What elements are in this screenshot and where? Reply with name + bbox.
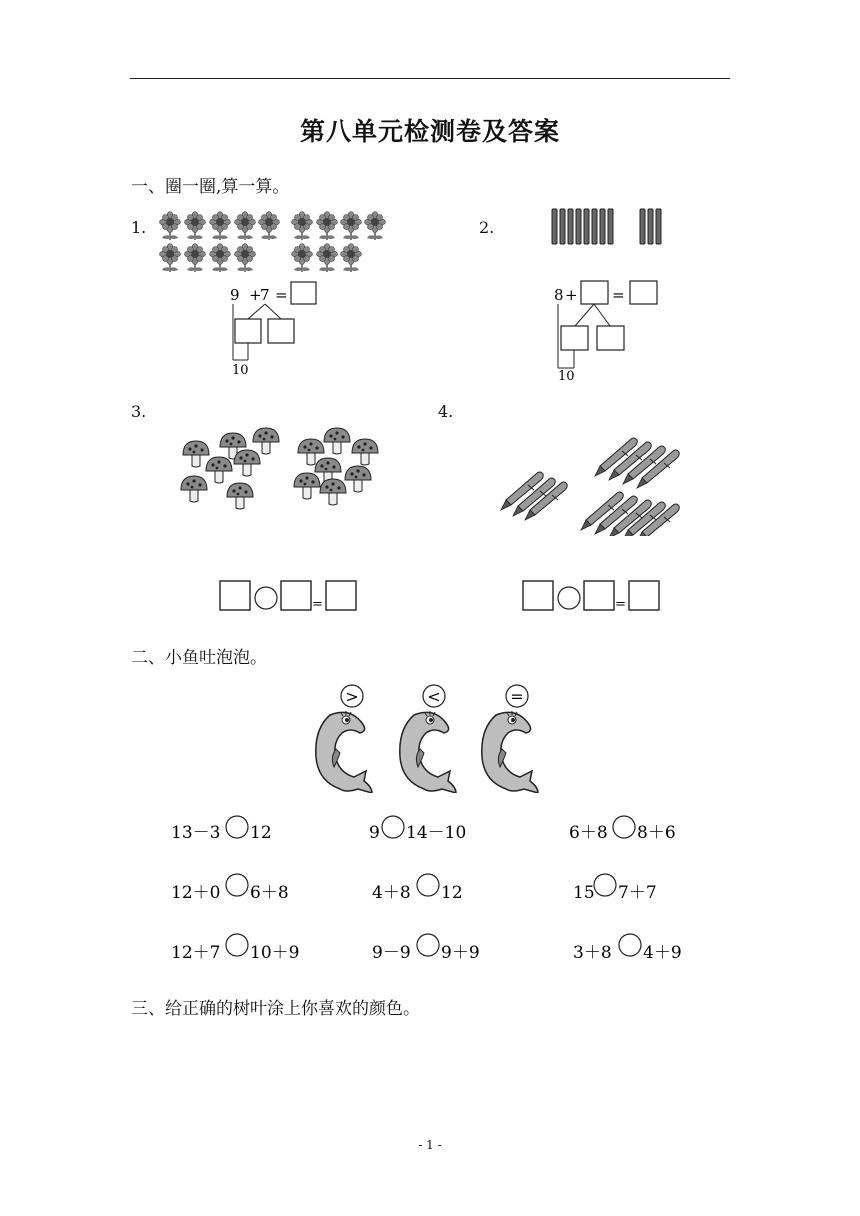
top-rule [130, 78, 730, 79]
q2-ten-label: 10 [558, 369, 575, 384]
r1c2-right: 14－10 [406, 823, 467, 843]
r2c3-right: 7＋7 [618, 883, 657, 903]
r2c3-circle[interactable] [594, 874, 616, 896]
q4-box-2[interactable] [584, 581, 614, 610]
q1-split-box-1[interactable] [235, 319, 261, 343]
mushroom-group-icon [175, 418, 390, 518]
r1c2-left: 9 [369, 823, 380, 843]
r1c3-right: 8＋6 [637, 823, 676, 843]
q4-number: 4. [438, 402, 454, 421]
r3c2-right: 9＋9 [441, 943, 480, 963]
q3-box-2[interactable] [281, 581, 311, 610]
r2c2-left: 4＋8 [372, 883, 411, 903]
r1c2-circle[interactable] [382, 816, 404, 838]
sunflower-group-icon [155, 208, 395, 278]
bubble-greater-than: > [345, 687, 359, 706]
q1-addend-2: 7 [260, 286, 270, 304]
comparison-exercises [160, 810, 720, 970]
section-2-heading: 二、小鱼吐泡泡。 [131, 648, 267, 668]
q3-box-3[interactable] [326, 581, 356, 610]
dolphin-bubbles-illustration [310, 683, 555, 793]
q1-addend-1: 9 [230, 286, 240, 304]
q2-equals-sign: = [612, 286, 625, 304]
q4-operator-circle[interactable] [558, 587, 580, 609]
q3-box-1[interactable] [220, 581, 250, 610]
page-title: 第八单元检测卷及答案 [299, 117, 560, 146]
q1-equals-sign: = [275, 286, 288, 304]
r1c1-right: 12 [250, 823, 272, 843]
r3c3-right: 4＋9 [643, 943, 682, 963]
q3-number: 3. [131, 402, 147, 421]
r2c1-right: 6＋8 [250, 883, 289, 903]
r2c2-circle[interactable] [417, 874, 439, 896]
q2-addend-1: 8 [554, 286, 564, 304]
bundle-sticks-icon [550, 207, 670, 249]
bubble-equals: = [510, 687, 524, 706]
q2-split-box-2[interactable] [597, 326, 624, 350]
r3c1-left: 12＋7 [171, 943, 221, 963]
q2-number: 2. [479, 218, 495, 237]
q4-equation-boxes [521, 580, 663, 612]
r1c3-circle[interactable] [613, 816, 635, 838]
q4-box-1[interactable] [523, 581, 553, 610]
q2-split-box-1[interactable] [561, 326, 588, 350]
r3c2-circle[interactable] [417, 934, 439, 956]
r3c2-left: 9－9 [372, 943, 411, 963]
q2-addend-box[interactable] [581, 281, 608, 304]
r1c3-left: 6＋8 [569, 823, 608, 843]
r3c3-left: 3＋8 [573, 943, 612, 963]
q1-plus-sign: + [249, 286, 262, 304]
r3c3-circle[interactable] [619, 934, 641, 956]
q3-operator-circle[interactable] [255, 587, 277, 609]
r2c1-left: 12＋0 [171, 883, 221, 903]
section-3-heading: 三、给正确的树叶涂上你喜欢的颜色。 [131, 999, 420, 1019]
q3-equals-sign: = [312, 597, 323, 612]
q2-decomposition-diagram [546, 278, 666, 384]
q2-answer-box[interactable] [630, 281, 657, 304]
bubble-less-than: < [427, 687, 441, 706]
q4-equals-sign: = [615, 597, 626, 612]
r2c1-circle[interactable] [226, 874, 248, 896]
q1-split-box-2[interactable] [268, 319, 294, 343]
q1-decomposition-diagram [222, 278, 332, 378]
pen-group-icon [498, 428, 688, 536]
r2c2-right: 12 [441, 883, 463, 903]
q2-plus-sign: + [565, 286, 578, 304]
r2c3-left: 15 [573, 883, 595, 903]
q1-answer-box[interactable] [291, 282, 316, 304]
section-1-heading: 一、圈一圈,算一算。 [131, 177, 290, 197]
q1-ten-label: 10 [232, 363, 249, 378]
page-number: - 1 - [418, 1138, 442, 1152]
r1c1-left: 13－3 [171, 823, 221, 843]
q4-box-3[interactable] [629, 581, 659, 610]
r3c1-right: 10＋9 [250, 943, 300, 963]
q3-equation-boxes [218, 580, 360, 612]
r3c1-circle[interactable] [226, 934, 248, 956]
r1c1-circle[interactable] [226, 816, 248, 838]
q1-number: 1. [131, 218, 147, 237]
